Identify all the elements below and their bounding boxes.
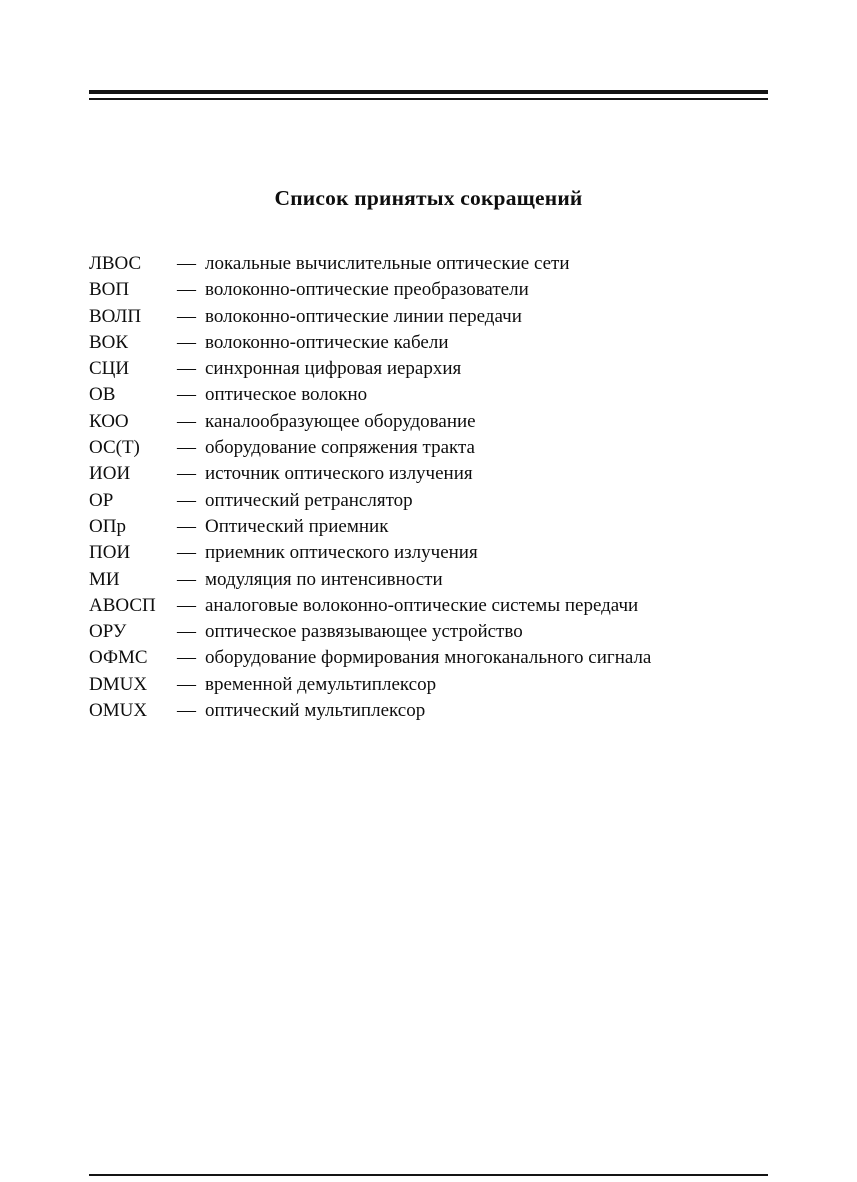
- dash-separator: —: [177, 568, 196, 590]
- list-item: [89, 356, 768, 382]
- list-item: [89, 514, 768, 540]
- dash-separator: —: [177, 305, 196, 327]
- abbreviation-definition: каналообразующее оборудование: [205, 410, 476, 432]
- abbreviation-definition: волоконно-оптические кабели: [205, 331, 449, 353]
- dash-separator: —: [177, 410, 196, 432]
- abbreviation-term: ПОИ: [89, 542, 131, 564]
- list-item: [89, 435, 768, 461]
- list-item: [89, 461, 768, 487]
- dash-separator: —: [177, 358, 196, 380]
- list-item: [89, 330, 768, 356]
- abbreviation-list: [89, 251, 768, 724]
- abbreviation-definition: оборудование формирования многоканального сигнала: [205, 647, 652, 669]
- abbreviation-definition: волоконно-оптические преобразователи: [205, 279, 529, 301]
- list-item: [89, 698, 768, 724]
- abbreviation-definition: оптическое волокно: [205, 384, 368, 406]
- abbreviation-definition: источник оптического излучения: [205, 463, 473, 485]
- abbreviation-term: ВОК: [89, 331, 129, 353]
- abbreviation-term: ОПр: [89, 515, 126, 537]
- abbreviation-term: ОС(Т): [89, 437, 140, 459]
- abbreviation-definition: локальные вычислительные оптические сети: [205, 253, 570, 274]
- list-item: [89, 382, 768, 408]
- abbreviation-term: DMUX: [89, 673, 148, 695]
- list-item: [89, 672, 768, 698]
- abbreviation-term: ИОИ: [89, 463, 131, 485]
- abbreviation-term: ВОЛП: [89, 305, 142, 327]
- abbreviation-definition: Оптический приемник: [205, 515, 389, 537]
- abbreviation-definition: приемник оптического излучения: [205, 542, 478, 564]
- dash-separator: —: [177, 279, 196, 301]
- abbreviation-definition: оптический ретранслятор: [205, 489, 413, 511]
- abbreviation-term: OMUX: [89, 700, 148, 722]
- abbreviation-term: ОР: [89, 489, 114, 511]
- bottom-rule: [89, 1174, 768, 1176]
- dash-separator: —: [177, 542, 196, 564]
- dash-separator: —: [177, 700, 196, 722]
- dash-separator: —: [177, 437, 196, 459]
- dash-separator: —: [177, 647, 196, 669]
- list-item: [89, 409, 768, 435]
- dash-separator: —: [177, 673, 196, 695]
- abbreviation-definition: временной демультиплексор: [205, 673, 437, 695]
- list-item: [89, 251, 768, 277]
- abbreviation-definition: аналоговые волоконно-оптические системы передачи: [205, 594, 639, 616]
- dash-separator: —: [177, 515, 196, 537]
- abbreviation-definition: волоконно-оптические линии передачи: [205, 305, 522, 327]
- list-item: [89, 488, 768, 514]
- dash-separator: —: [177, 594, 196, 616]
- dash-separator: —: [177, 463, 196, 485]
- dash-separator: —: [177, 489, 196, 511]
- page-title: Список принятых сокращений: [274, 186, 583, 210]
- abbreviation-term: МИ: [89, 568, 120, 590]
- abbreviation-term: ВОП: [89, 279, 130, 301]
- list-item: [89, 567, 768, 593]
- dash-separator: —: [177, 331, 196, 353]
- abbreviation-term: ОВ: [89, 384, 116, 406]
- abbreviation-definition: оборудование сопряжения тракта: [205, 437, 475, 459]
- abbreviation-term: ОРУ: [89, 621, 127, 643]
- list-item: [89, 540, 768, 566]
- dash-separator: —: [177, 384, 196, 406]
- list-item: [89, 593, 768, 619]
- dash-separator: —: [177, 621, 196, 643]
- top-double-rule: [89, 90, 768, 100]
- abbreviation-term: ЛВОС: [89, 253, 142, 274]
- list-item: [89, 304, 768, 330]
- abbreviation-definition: оптический мультиплексор: [205, 700, 426, 722]
- abbreviation-definition: синхронная цифровая иерархия: [205, 358, 462, 380]
- abbreviation-term: ОФМС: [89, 647, 148, 669]
- dash-separator: —: [177, 253, 196, 274]
- list-item: [89, 277, 768, 303]
- abbreviation-definition: оптическое развязывающее устройство: [205, 621, 523, 643]
- abbreviation-term: СЦИ: [89, 358, 130, 380]
- abbreviation-definition: модуляция по интенсивности: [205, 568, 443, 590]
- list-item: [89, 645, 768, 671]
- list-item: [89, 619, 768, 645]
- abbreviation-term: КОО: [89, 410, 129, 432]
- abbreviation-term: АВОСП: [89, 594, 156, 616]
